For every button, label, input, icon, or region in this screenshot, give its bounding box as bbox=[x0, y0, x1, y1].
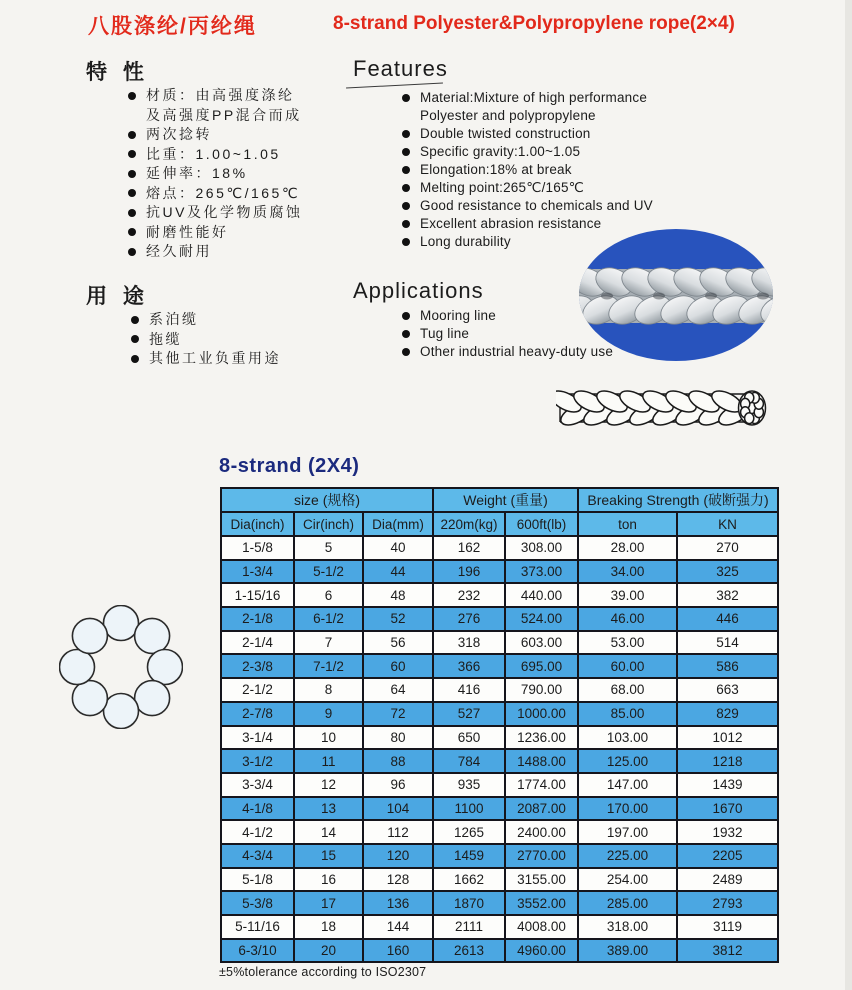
bullet-text: Mooring line bbox=[420, 308, 496, 323]
bullet-dot-icon bbox=[402, 148, 410, 156]
table-row bbox=[221, 820, 778, 844]
table-cell: 1100 bbox=[433, 797, 505, 821]
table-cell: 2205 bbox=[677, 844, 778, 868]
table-cell: 446 bbox=[677, 607, 778, 631]
spec-table-head bbox=[221, 488, 778, 536]
bullet-text: Other industrial heavy-duty use bbox=[420, 344, 614, 359]
table-row bbox=[221, 844, 778, 868]
bullet-item bbox=[402, 125, 653, 143]
table-cell: 2-1/4 bbox=[221, 631, 294, 655]
table-row bbox=[221, 536, 778, 560]
table-cell: 128 bbox=[363, 868, 433, 892]
table-cell: 28.00 bbox=[578, 536, 677, 560]
bullet-dot-icon bbox=[402, 166, 410, 174]
table-cell: 254.00 bbox=[578, 868, 677, 892]
table-cell: 7 bbox=[294, 631, 363, 655]
table-row bbox=[221, 773, 778, 797]
bullet-text: 拖缆 bbox=[149, 330, 182, 347]
bullet-text: 其他工业负重用途 bbox=[149, 350, 281, 366]
table-cell: 1-3/4 bbox=[221, 560, 294, 584]
bullet-dot-icon bbox=[128, 228, 136, 236]
table-cell: 2793 bbox=[677, 891, 778, 915]
spec-table-body bbox=[221, 536, 778, 962]
table-cell: 318 bbox=[433, 631, 505, 655]
bullet-dot-icon bbox=[128, 209, 136, 217]
table-cell: 2-7/8 bbox=[221, 702, 294, 726]
table-cell: 3-3/4 bbox=[221, 773, 294, 797]
bullet-text: 材质：由高强度涤纶 bbox=[146, 87, 295, 103]
table-cell: 3-1/4 bbox=[221, 726, 294, 750]
applications-en-heading: Applications bbox=[353, 278, 484, 303]
table-cell: 1-15/16 bbox=[221, 583, 294, 607]
bullet-text: 熔点：265℃/165℃ bbox=[146, 184, 301, 201]
table-cell: 144 bbox=[363, 915, 433, 939]
bullet-dot-icon bbox=[128, 248, 136, 256]
bullet-text: 耐磨性能好 bbox=[146, 223, 229, 240]
table-cell: 80 bbox=[363, 726, 433, 750]
bullet-dot-icon bbox=[402, 130, 410, 138]
table-cell: 1439 bbox=[677, 773, 778, 797]
bullet-dot-icon bbox=[402, 348, 410, 356]
bullet-item bbox=[131, 349, 281, 369]
bullet-dot-icon bbox=[402, 184, 410, 192]
scan-edge-artifact bbox=[845, 0, 852, 990]
table-cell: 382 bbox=[677, 583, 778, 607]
bullet-text: Melting point:265℃/165℃ bbox=[420, 180, 585, 195]
table-cell: 784 bbox=[433, 749, 505, 773]
bullet-item bbox=[402, 179, 653, 197]
table-cell: 96 bbox=[363, 773, 433, 797]
table-cell: 6-1/2 bbox=[294, 607, 363, 631]
table-cell: 52 bbox=[363, 607, 433, 631]
bullet-text: Elongation:18% at break bbox=[420, 162, 572, 177]
bullet-text: Good resistance to chemicals and UV bbox=[420, 198, 653, 213]
table-cell: 1236.00 bbox=[505, 726, 578, 750]
table-cell: 285.00 bbox=[578, 891, 677, 915]
bullet-item bbox=[131, 330, 281, 350]
table-column-header: Cir(inch) bbox=[294, 512, 363, 536]
table-cell: 196 bbox=[433, 560, 505, 584]
table-row bbox=[221, 702, 778, 726]
table-cell: 2613 bbox=[433, 939, 505, 963]
bullet-item bbox=[128, 223, 302, 243]
rope-photo bbox=[577, 227, 775, 363]
table-cell: 3552.00 bbox=[505, 891, 578, 915]
table-cell: 8 bbox=[294, 678, 363, 702]
table-cell: 56 bbox=[363, 631, 433, 655]
rope-cross-section-svg bbox=[59, 605, 183, 729]
table-row bbox=[221, 607, 778, 631]
table-cell: 1012 bbox=[677, 726, 778, 750]
bullet-text: Material:Mixture of high performance bbox=[420, 90, 648, 105]
table-cell: 85.00 bbox=[578, 702, 677, 726]
table-row bbox=[221, 749, 778, 773]
table-cell: 663 bbox=[677, 678, 778, 702]
bullet-text: 经久耐用 bbox=[146, 243, 212, 259]
table-cell: 53.00 bbox=[578, 631, 677, 655]
bullet-item bbox=[128, 184, 302, 204]
bullet-dot-icon bbox=[128, 92, 136, 100]
table-row bbox=[221, 654, 778, 678]
table-cell: 586 bbox=[677, 654, 778, 678]
bullet-text: 两次捻转 bbox=[146, 126, 212, 142]
table-cell: 147.00 bbox=[578, 773, 677, 797]
table-cell: 270 bbox=[677, 536, 778, 560]
table-cell: 16 bbox=[294, 868, 363, 892]
table-cell: 2087.00 bbox=[505, 797, 578, 821]
bullet-dot-icon bbox=[131, 335, 139, 343]
table-cell: 104 bbox=[363, 797, 433, 821]
table-cell: 1662 bbox=[433, 868, 505, 892]
table-row bbox=[221, 891, 778, 915]
table-cell: 3-1/2 bbox=[221, 749, 294, 773]
table-cell: 125.00 bbox=[578, 749, 677, 773]
features-en-heading: Features bbox=[353, 56, 448, 81]
table-cell: 1932 bbox=[677, 820, 778, 844]
rope-line-drawing-svg bbox=[556, 386, 768, 430]
table-cell: 514 bbox=[677, 631, 778, 655]
applications-cn-list bbox=[131, 310, 281, 369]
table-cell: 2111 bbox=[433, 915, 505, 939]
table-cell: 40 bbox=[363, 536, 433, 560]
table-cell: 1218 bbox=[677, 749, 778, 773]
bullet-item bbox=[128, 164, 302, 184]
table-cell: 44 bbox=[363, 560, 433, 584]
bullet-item bbox=[402, 197, 653, 215]
table-row bbox=[221, 915, 778, 939]
table-cell: 4-1/8 bbox=[221, 797, 294, 821]
table-row bbox=[221, 868, 778, 892]
table-cell: 366 bbox=[433, 654, 505, 678]
table-cell: 276 bbox=[433, 607, 505, 631]
table-cell: 6-3/10 bbox=[221, 939, 294, 963]
table-cell: 1488.00 bbox=[505, 749, 578, 773]
table-column-header: Dia(inch) bbox=[221, 512, 294, 536]
bullet-text: 抗UV及化学物质腐蚀 bbox=[146, 204, 303, 220]
bullet-dot-icon bbox=[402, 238, 410, 246]
table-cell: 4008.00 bbox=[505, 915, 578, 939]
table-cell: 2-3/8 bbox=[221, 654, 294, 678]
table-cell: 5-11/16 bbox=[221, 915, 294, 939]
bullet-dot-icon bbox=[402, 220, 410, 228]
table-row bbox=[221, 583, 778, 607]
bullet-item bbox=[128, 242, 302, 262]
table-cell: 1265 bbox=[433, 820, 505, 844]
table-cell: 1-5/8 bbox=[221, 536, 294, 560]
page-title-en: 8-strand Polyester&Polypropylene rope(2×4) bbox=[333, 13, 735, 34]
bullet-dot-icon bbox=[128, 131, 136, 139]
table-cell: 5 bbox=[294, 536, 363, 560]
bullet-item bbox=[402, 89, 653, 107]
table-cell: 39.00 bbox=[578, 583, 677, 607]
table-column-header: 220m(kg) bbox=[433, 512, 505, 536]
bullet-text: Long durability bbox=[420, 234, 511, 249]
table-cell: 1670 bbox=[677, 797, 778, 821]
bullet-text: Excellent abrasion resistance bbox=[420, 216, 602, 231]
table-cell: 373.00 bbox=[505, 560, 578, 584]
table-cell: 11 bbox=[294, 749, 363, 773]
applications-cn-heading: 用 途 bbox=[86, 285, 149, 308]
bullet-dot-icon bbox=[128, 189, 136, 197]
table-cell: 34.00 bbox=[578, 560, 677, 584]
table-row bbox=[221, 797, 778, 821]
table-row bbox=[221, 726, 778, 750]
table-cell: 3119 bbox=[677, 915, 778, 939]
table-cell: 5-1/2 bbox=[294, 560, 363, 584]
table-cell: 160 bbox=[363, 939, 433, 963]
table-cell: 1870 bbox=[433, 891, 505, 915]
bullet-item bbox=[128, 145, 302, 165]
table-cell: 2-1/2 bbox=[221, 678, 294, 702]
bullet-text: Specific gravity:1.00~1.05 bbox=[420, 144, 581, 159]
table-row bbox=[221, 939, 778, 963]
table-column-header: Dia(mm) bbox=[363, 512, 433, 536]
bullet-dot-icon bbox=[128, 150, 136, 158]
table-cell: 4-1/2 bbox=[221, 820, 294, 844]
bullet-text-continuation: Polyester and polypropylene bbox=[420, 108, 596, 123]
table-cell: 1459 bbox=[433, 844, 505, 868]
table-cell: 2-1/8 bbox=[221, 607, 294, 631]
table-cell: 103.00 bbox=[578, 726, 677, 750]
bullet-item bbox=[128, 203, 302, 223]
bullet-dot-icon bbox=[128, 170, 136, 178]
table-row bbox=[221, 631, 778, 655]
bullet-text-continuation: 及高强度PP混合而成 bbox=[146, 106, 302, 123]
table-cell: 325 bbox=[677, 560, 778, 584]
bullet-text: 比重：1.00~1.05 bbox=[146, 145, 281, 162]
table-column-header: ton bbox=[578, 512, 677, 536]
rope-photo-svg bbox=[577, 227, 775, 363]
page-title-cn: 八股涤纶/丙纶绳 bbox=[88, 15, 257, 38]
bullet-text: Double twisted construction bbox=[420, 126, 591, 141]
features-cn-heading: 特 性 bbox=[86, 61, 149, 84]
table-cell: 72 bbox=[363, 702, 433, 726]
table-cell: 790.00 bbox=[505, 678, 578, 702]
spec-table-title: 8-strand (2X4) bbox=[219, 455, 360, 477]
bullet-dot-icon bbox=[402, 330, 410, 338]
table-cell: 68.00 bbox=[578, 678, 677, 702]
table-cell: 524.00 bbox=[505, 607, 578, 631]
table-row bbox=[221, 560, 778, 584]
table-cell: 12 bbox=[294, 773, 363, 797]
table-cell: 5-1/8 bbox=[221, 868, 294, 892]
bullet-item bbox=[402, 143, 653, 161]
table-cell: 695.00 bbox=[505, 654, 578, 678]
bullet-dot-icon bbox=[402, 312, 410, 320]
table-cell: 112 bbox=[363, 820, 433, 844]
table-cell: 232 bbox=[433, 583, 505, 607]
bullet-dot-icon bbox=[402, 94, 410, 102]
table-cell: 416 bbox=[433, 678, 505, 702]
spec-table bbox=[220, 487, 779, 963]
bullet-text: 系泊缆 bbox=[149, 311, 199, 327]
table-cell: 18 bbox=[294, 915, 363, 939]
table-cell: 17 bbox=[294, 891, 363, 915]
table-cell: 308.00 bbox=[505, 536, 578, 560]
table-group-header: Weight (重量) bbox=[433, 488, 578, 512]
table-cell: 935 bbox=[433, 773, 505, 797]
rope-cross-section-diagram bbox=[59, 605, 183, 729]
table-cell: 527 bbox=[433, 702, 505, 726]
bullet-text: 延伸率：18% bbox=[146, 165, 248, 181]
table-cell: 6 bbox=[294, 583, 363, 607]
table-cell: 48 bbox=[363, 583, 433, 607]
table-cell: 10 bbox=[294, 726, 363, 750]
table-cell: 197.00 bbox=[578, 820, 677, 844]
table-row bbox=[221, 678, 778, 702]
table-cell: 603.00 bbox=[505, 631, 578, 655]
bullet-dot-icon bbox=[131, 316, 139, 324]
table-cell: 2400.00 bbox=[505, 820, 578, 844]
table-cell: 64 bbox=[363, 678, 433, 702]
bullet-item bbox=[128, 86, 302, 106]
table-cell: 1000.00 bbox=[505, 702, 578, 726]
table-group-header: Breaking Strength (破断强力) bbox=[578, 488, 778, 512]
table-cell: 5-3/8 bbox=[221, 891, 294, 915]
table-group-header: size (规格) bbox=[221, 488, 433, 512]
table-cell: 60.00 bbox=[578, 654, 677, 678]
bullet-dot-icon bbox=[402, 202, 410, 210]
table-cell: 9 bbox=[294, 702, 363, 726]
table-cell: 136 bbox=[363, 891, 433, 915]
table-cell: 170.00 bbox=[578, 797, 677, 821]
table-cell: 2770.00 bbox=[505, 844, 578, 868]
table-cell: 120 bbox=[363, 844, 433, 868]
table-cell: 60 bbox=[363, 654, 433, 678]
table-cell: 46.00 bbox=[578, 607, 677, 631]
table-column-header: KN bbox=[677, 512, 778, 536]
table-cell: 162 bbox=[433, 536, 505, 560]
table-cell: 389.00 bbox=[578, 939, 677, 963]
features-underline-stroke bbox=[346, 82, 443, 88]
rope-line-drawing bbox=[556, 386, 768, 430]
tolerance-footnote: ±5%tolerance according to ISO2307 bbox=[219, 965, 427, 979]
table-cell: 4-3/4 bbox=[221, 844, 294, 868]
table-cell: 1774.00 bbox=[505, 773, 578, 797]
bullet-item bbox=[402, 161, 653, 179]
bullet-text: Tug line bbox=[420, 326, 470, 341]
table-cell: 13 bbox=[294, 797, 363, 821]
table-cell: 3155.00 bbox=[505, 868, 578, 892]
bullet-item bbox=[131, 310, 281, 330]
table-cell: 318.00 bbox=[578, 915, 677, 939]
table-cell: 2489 bbox=[677, 868, 778, 892]
table-cell: 4960.00 bbox=[505, 939, 578, 963]
table-cell: 20 bbox=[294, 939, 363, 963]
table-cell: 3812 bbox=[677, 939, 778, 963]
table-cell: 15 bbox=[294, 844, 363, 868]
bullet-item bbox=[128, 125, 302, 145]
table-cell: 225.00 bbox=[578, 844, 677, 868]
table-cell: 440.00 bbox=[505, 583, 578, 607]
features-cn-list bbox=[128, 86, 302, 262]
bullet-dot-icon bbox=[131, 355, 139, 363]
table-cell: 14 bbox=[294, 820, 363, 844]
table-column-header: 600ft(lb) bbox=[505, 512, 578, 536]
table-cell: 7-1/2 bbox=[294, 654, 363, 678]
table-cell: 829 bbox=[677, 702, 778, 726]
table-cell: 88 bbox=[363, 749, 433, 773]
table-cell: 650 bbox=[433, 726, 505, 750]
